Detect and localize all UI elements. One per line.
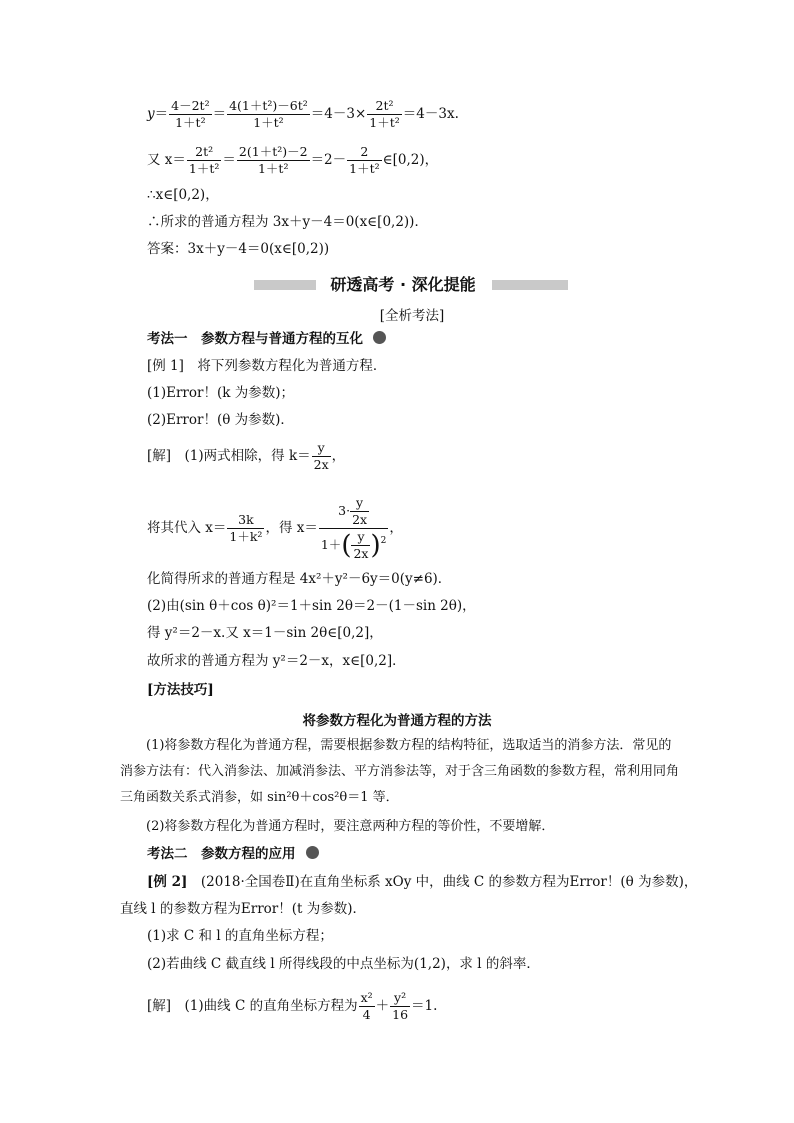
example-item: (2)Error！(θ 为参数)． — [147, 412, 294, 428]
example-line: [例 1] 将下列参数方程化为普通方程． — [147, 358, 387, 374]
fraction: $\frac{3k}{\text{1＋k²}}$ — [229, 512, 263, 544]
section-tag: [全析考法] — [379, 308, 445, 324]
fraction: $\frac{\text{2t²}}{\text{1＋t²}}$ — [188, 144, 220, 176]
skills-title: 将参数方程化为普通方程的方法 — [302, 713, 492, 729]
text-line: (2)由(sin θ＋cos θ)²＝1＋sin 2θ＝2－(1－sin 2θ)， — [147, 598, 476, 614]
example-item: (1)Error！(k 为参数)； — [147, 385, 294, 401]
skills-paragraph-1: (1)将参数方程化为普通方程，需要根据参数方程的结构特征，选取适当的消参方法．常见的消参方法有：代入消参法、加减消参法、平方消参法等，对于含三角函数的参数方程，常利用同角三角函数关系式消参，如 sin²θ＋cos²θ＝1 等． — [120, 738, 680, 805]
section-banner — [254, 274, 568, 296]
skills-paragraph-2: (2)将参数方程化为普通方程时，要注意两种方程的等价性，不要增解． — [146, 819, 555, 834]
banner-title: 研透高考 · 深化提能 — [330, 275, 476, 294]
fraction: $\frac{\text{x²}}{4}$ — [360, 990, 373, 1022]
question-line: (1)求 C 和 l 的直角坐标方程； — [147, 928, 333, 944]
solution-line: [解] (1)曲线 C 的直角坐标方程为 $\frac{\text{x²}}{4}$ ＋ $\frac{\text{y²}}{16}$ ＝1. — [147, 990, 438, 1022]
var-y: y — [147, 106, 155, 122]
answer-line: 答案：3x＋y－4＝0(x∈[0,2)) — [147, 241, 330, 257]
text-line: 故所求的普通方程为 y²＝2－x，x∈[0,2]． — [147, 653, 406, 669]
fraction: $\frac{\text{4－2t²}}{\text{1＋t²}}$ — [171, 98, 210, 130]
banner-bar-left — [254, 280, 316, 290]
skills-tag: [方法技巧] — [147, 682, 214, 698]
equation-line-2: 又 x＝ $\frac{\text{2t²}}{\text{1＋t²}}$ ＝ $\frac{\text{2(1＋t²)－2}}{\text{1＋t²}}$ ＝2－ $\frac{2}{\text{1＋t²}}$ ∈[0,2)， — [147, 144, 439, 176]
solution-line: [解] (1)两式相除，得 k＝ $\frac{y}{2x}$ ， — [147, 440, 346, 472]
fraction: $\frac{\text{4(1＋t²)－6t²}}{\text{1＋t²}}$ — [229, 98, 308, 130]
example-line: 直线 l 的参数方程为Error！(t 为参数)． — [120, 901, 366, 917]
method-heading: 考法二 参数方程的应用 — [147, 845, 319, 863]
bullet-dot-icon — [373, 331, 386, 344]
question-line: (2)若曲线 C 截直线 l 所得线段的中点坐标为(1,2)，求 l 的斜率． — [147, 956, 540, 972]
substitution-line: 将其代入 x＝ $\frac{3k}{\text{1＋k²}}$ ，得 x＝ 3· $\frac{y}{2x}$ 1＋( $\frac{y}{2x}$ )$^2$ ， — [147, 495, 403, 561]
fraction: $\frac{\text{y²}}{16}$ — [392, 990, 409, 1022]
fraction: $\frac{\text{2t²}}{\text{1＋t²}}$ — [369, 98, 400, 130]
banner-bar-right — [492, 280, 568, 290]
fraction: $\frac{y}{2x}$ — [313, 440, 329, 472]
fraction: $\frac{\text{2(1＋t²)－2}}{\text{1＋t²}}$ — [238, 144, 308, 176]
equation-line-1: y＝ $\frac{\text{4－2t²}}{\text{1＋t²}}$ ＝ $\frac{\text{4(1＋t²)－6t²}}{\text{1＋t²}}$ ＝4－3× $\frac{\text{2t²}}{\text{1＋t²}}$ ＝4－3x. — [147, 98, 459, 130]
example-line: [例 2] (2018·全国卷Ⅱ)在直角坐标系 xOy 中，曲线 C 的参数方程为Error！(θ 为参数)， — [147, 874, 698, 890]
fraction: $\frac{2}{\text{1＋t²}}$ — [349, 144, 380, 176]
method-heading: 考法一 参数方程与普通方程的互化 — [147, 330, 386, 348]
text-line: ∴所求的普通方程为 3x＋y－4＝0(x∈[0,2))． — [147, 214, 428, 230]
text-line: 得 y²＝2－x.又 x＝1－sin 2θ∈[0,2]， — [147, 625, 383, 641]
text-line: 化简得所求的普通方程是 4x²＋y²－6y＝0(y≠6)． — [147, 571, 452, 587]
bullet-dot-icon — [306, 846, 319, 859]
text-line: ∴x∈[0,2)， — [147, 187, 219, 203]
compound-fraction: 3· $\frac{y}{2x}$ 1＋( $\frac{y}{2x}$ )$^2$ — [320, 495, 387, 561]
